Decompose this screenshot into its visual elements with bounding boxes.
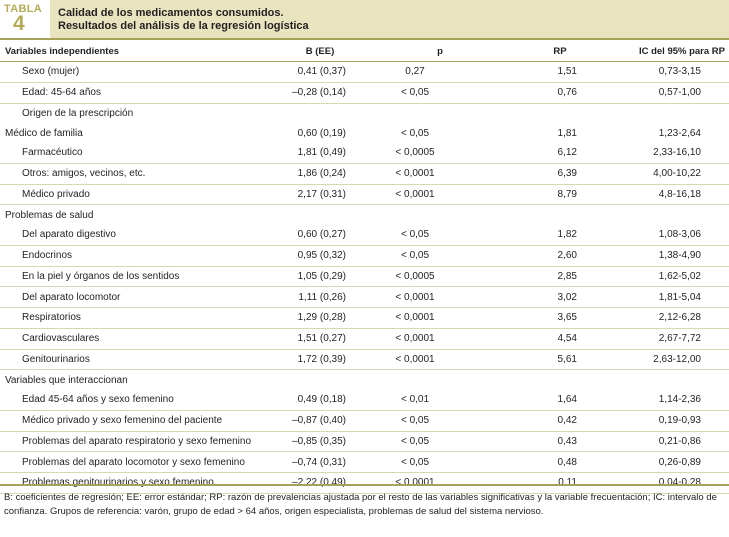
cell-variable: Origen de la prescripción	[22, 107, 134, 119]
cell-variable: Genitourinarios	[22, 353, 90, 365]
cell-p: < 0,0001	[395, 291, 435, 303]
cell-ic: 0,26-0,89	[658, 456, 701, 468]
cell-b-ee: 1,05 (0,29)	[297, 270, 346, 282]
column-header-rp: RP	[553, 45, 567, 57]
cell-p: < 0,05	[400, 229, 430, 241]
cell-variable: Problemas de salud	[5, 209, 94, 221]
cell-ic: 0,21-0,86	[658, 435, 701, 447]
cell-variable: Sexo (mujer)	[22, 66, 80, 78]
cell-rp: 4,54	[557, 333, 577, 345]
cell-variable: Edad: 45-64 años	[22, 87, 101, 99]
cell-variable: Edad 45-64 años y sexo femenino	[22, 394, 174, 406]
cell-b-ee	[230, 205, 346, 225]
cell-p: < 0,05	[400, 87, 430, 99]
table-row	[0, 185, 729, 206]
cell-rp	[480, 104, 577, 124]
cell-ic	[590, 370, 701, 390]
table-number: 4	[13, 12, 25, 35]
cell-variable: Médico de familia	[5, 127, 83, 139]
table-row	[0, 62, 729, 83]
cell-variable: Problemas del aparato respiratorio y sexo femenino	[22, 435, 252, 447]
cell-rp: 1,64	[557, 394, 577, 406]
cell-ic: 1,14-2,36	[658, 394, 701, 406]
cell-b-ee: 0,95 (0,32)	[297, 250, 346, 262]
cell-p	[375, 205, 455, 225]
cell-ic: 0,73-3,15	[658, 66, 701, 78]
cell-variable: Otros: amigos, vecinos, etc.	[22, 168, 146, 180]
cell-rp	[480, 205, 577, 225]
cell-p: < 0,0001	[395, 477, 435, 489]
table-title-line-2: Resultados del análisis de la regresión logística	[58, 20, 309, 32]
cell-rp: 1,81	[557, 127, 577, 139]
table-row	[0, 432, 729, 453]
cell-p	[375, 104, 455, 124]
table-row	[0, 287, 729, 308]
cell-b-ee: –0,87 (0,40)	[292, 415, 346, 427]
cell-ic: 4,8-16,18	[658, 188, 701, 200]
cell-rp: 2,60	[557, 250, 577, 262]
column-header-p: p	[437, 45, 443, 57]
table-row	[0, 225, 729, 246]
cell-p: < 0,0005	[395, 147, 435, 159]
cell-b-ee: –0,74 (0,31)	[292, 456, 346, 468]
cell-ic: 2,63-12,00	[653, 353, 701, 365]
table-number-box	[0, 0, 50, 38]
cell-b-ee: 0,41 (0,37)	[297, 66, 346, 78]
cell-rp: 8,79	[557, 188, 577, 200]
cell-b-ee: –2,22 (0,49)	[292, 477, 346, 489]
table-label: TABLA	[4, 3, 42, 15]
cell-rp: 1,82	[557, 229, 577, 241]
column-header-b: B (EE)	[305, 45, 335, 57]
cell-ic: 2,33-16,10	[653, 147, 701, 159]
table-row	[0, 370, 729, 390]
cell-variable: Del aparato locomotor	[22, 291, 121, 303]
cell-ic: 4,00-10,22	[653, 168, 701, 180]
cell-ic: 1,23-2,64	[658, 127, 701, 139]
cell-rp: 6,39	[557, 168, 577, 180]
cell-p: < 0,0001	[395, 333, 435, 345]
table-row	[0, 143, 729, 164]
cell-ic: 1,08-3,06	[658, 229, 701, 241]
table-title-line-1: Calidad de los medicamentos consumidos.	[58, 7, 284, 19]
cell-p: < 0,0001	[395, 188, 435, 200]
table-row	[0, 123, 729, 143]
table-body	[0, 62, 729, 494]
cell-b-ee: –0,28 (0,14)	[292, 87, 346, 99]
table-row	[0, 350, 729, 371]
table-row	[0, 205, 729, 225]
cell-b-ee: 0,49 (0,18)	[297, 394, 346, 406]
cell-variable: Variables que interaccionan	[5, 374, 128, 386]
cell-rp: 3,65	[557, 312, 577, 324]
cell-b-ee	[230, 104, 346, 124]
cell-ic: 2,67-7,72	[658, 333, 701, 345]
table-row	[0, 246, 729, 267]
cell-b-ee: 1,29 (0,28)	[297, 312, 346, 324]
cell-ic: 0,19-0,93	[658, 415, 701, 427]
cell-variable: En la piel y órganos de los sentidos	[22, 270, 180, 282]
column-header-row	[0, 41, 729, 62]
cell-variable: Médico privado	[22, 188, 90, 200]
cell-ic: 1,62-5,02	[658, 270, 701, 282]
column-header-variables: Variables independientes	[5, 45, 120, 57]
results-table	[0, 41, 729, 494]
column-header-ic: IC del 95% para RP	[638, 45, 725, 57]
cell-ic	[590, 205, 701, 225]
cell-b-ee: 2,17 (0,31)	[297, 188, 346, 200]
cell-p: < 0,05	[400, 250, 430, 262]
table-bottom-rule	[0, 484, 729, 486]
table-title	[58, 7, 309, 33]
cell-rp: 5,61	[557, 353, 577, 365]
cell-b-ee: 1,72 (0,39)	[297, 353, 346, 365]
cell-ic: 2,12-6,28	[658, 312, 701, 324]
table-row	[0, 329, 729, 350]
cell-p	[375, 370, 455, 390]
cell-rp: 2,85	[557, 270, 577, 282]
cell-b-ee: 1,86 (0,24)	[297, 168, 346, 180]
cell-rp: 0,42	[557, 415, 577, 427]
table-row	[0, 164, 729, 185]
cell-p: < 0,05	[400, 415, 430, 427]
cell-rp: 1,51	[557, 66, 577, 78]
cell-ic: 1,38-4,90	[658, 250, 701, 262]
cell-ic	[590, 104, 701, 124]
table-row	[0, 411, 729, 432]
cell-p: < 0,0005	[395, 270, 435, 282]
cell-rp: 0,11	[558, 477, 577, 489]
cell-variable: Médico privado y sexo femenino del paciente	[22, 415, 223, 427]
cell-p: < 0,05	[400, 456, 430, 468]
cell-variable: Problemas del aparato locomotor y sexo femenino	[22, 456, 245, 468]
cell-p: < 0,0001	[395, 312, 435, 324]
cell-variable: Problemas genitourinarios y sexo femenino	[22, 477, 214, 489]
cell-rp: 0,43	[557, 435, 577, 447]
cell-rp: 0,48	[557, 456, 577, 468]
cell-p: < 0,01	[400, 394, 430, 406]
cell-b-ee: 1,51 (0,27)	[297, 333, 346, 345]
cell-variable: Respiratorios	[22, 312, 81, 324]
cell-b-ee: 1,11 (0,26)	[298, 291, 346, 303]
table-row	[0, 390, 729, 411]
cell-variable: Del aparato digestivo	[22, 229, 116, 241]
table-row	[0, 267, 729, 288]
cell-p: < 0,05	[400, 127, 430, 139]
cell-p: < 0,05	[400, 435, 430, 447]
cell-b-ee: 0,60 (0,27)	[297, 229, 346, 241]
cell-ic: 0,04-0,28	[658, 477, 701, 489]
cell-rp	[480, 370, 577, 390]
table-row	[0, 83, 729, 104]
table-row	[0, 452, 729, 473]
table-header-band	[0, 0, 729, 40]
cell-p: < 0,0001	[395, 168, 435, 180]
cell-rp: 3,02	[557, 291, 577, 303]
cell-b-ee: 1,81 (0,49)	[297, 147, 346, 159]
cell-variable: Endocrinos	[22, 250, 73, 262]
cell-b-ee: –0,85 (0,35)	[292, 435, 346, 447]
cell-variable: Cardiovasculares	[22, 333, 100, 345]
table-row	[0, 308, 729, 329]
cell-variable: Farmacéutico	[22, 147, 83, 159]
cell-ic: 0,57-1,00	[658, 87, 701, 99]
table-row	[0, 104, 729, 124]
cell-ic: 1,81-5,04	[658, 291, 701, 303]
cell-rp: 6,12	[557, 147, 577, 159]
cell-rp: 0,76	[557, 87, 577, 99]
cell-p: < 0,0001	[395, 353, 435, 365]
cell-b-ee	[230, 370, 346, 390]
cell-p: 0,27	[405, 66, 425, 78]
table-footnote: B: coeficientes de regresión; EE: error estándar; RP: razón de prevalencias ajustada por el resto de las variables significativas y la variable frecuentación; IC: intervalo de confianza. Grupos de referencia: varón, grupo de edad > 64 años, origen especialista, problemas de salud del sistema nervioso.	[4, 492, 717, 517]
cell-b-ee: 0,60 (0,19)	[297, 127, 346, 139]
